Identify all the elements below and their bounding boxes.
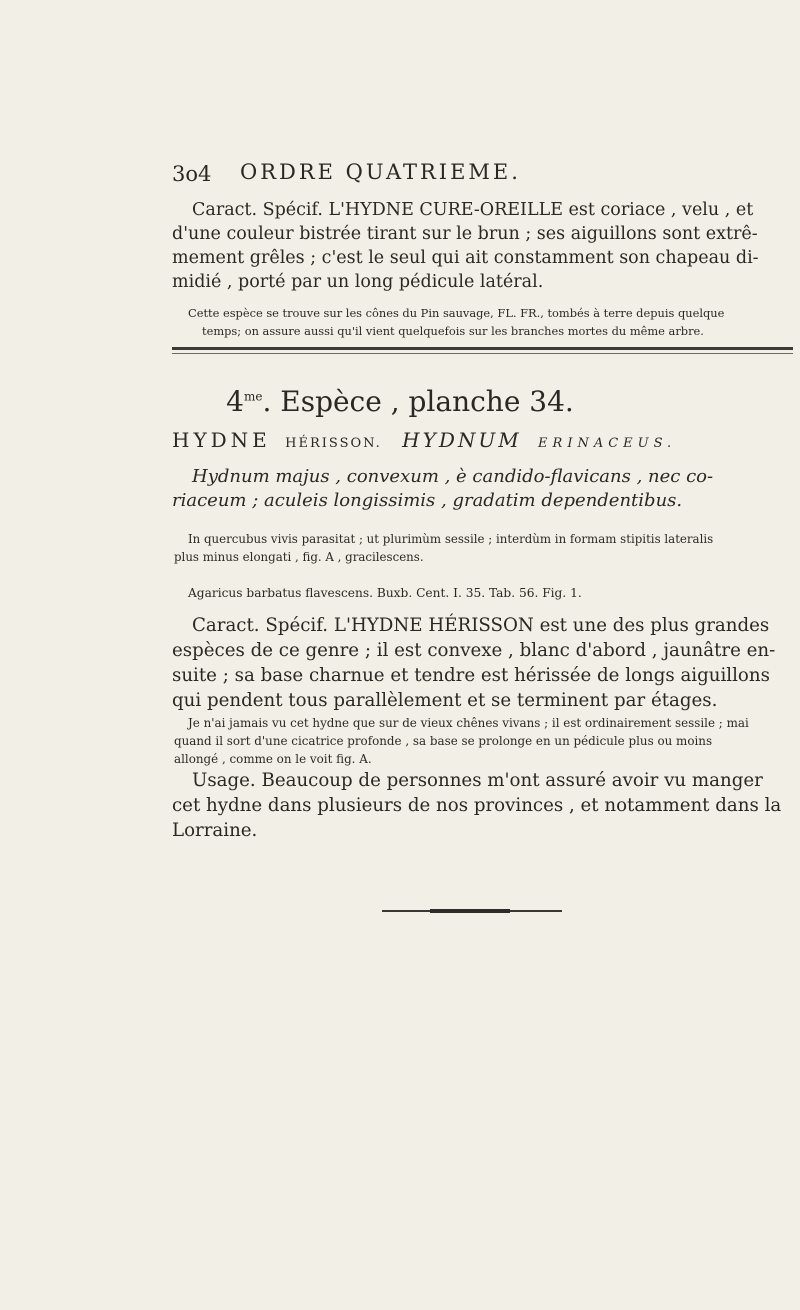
habitat-line: plus minus elongati , fig. A , gracilescens. [174,550,424,564]
note-line: temps; on assure aussi qu'il vient quelquefois sur les branches mortes du même arbre. [202,324,704,338]
separator-rule-thin [172,353,793,354]
page-number: 3o4 [172,162,212,186]
note-line: quand il sort d'une cicatrice profonde , sa base se prolonge en un pédicule plus ou moins [174,734,713,748]
text-line: Usage. Beaucoup de personnes m'ont assuré avoir vu manger [192,770,763,791]
species-number-suffix: me [243,389,263,404]
species-names [172,428,800,452]
epithet-latin: ERINACEUS. [538,436,677,451]
text-line: cet hydne dans plusieurs de nos provinces , et notamment dans la [172,795,782,816]
text-line: suite ; sa base charnue et tendre est hérissée de longs aiguillons [172,665,770,686]
note-line: Cette espèce se trouve sur les cônes du Pin sauvage, FL. FR., tombés à terre depuis quelque [188,306,725,320]
latin-diagnosis [172,465,713,513]
species-heading-text: . Espèce , planche 34. [262,385,574,418]
note-2 [174,714,749,768]
usage-paragraph-cont [172,793,781,843]
text-line: midié , porté par un long pédicule latéral. [172,272,544,292]
species-heading [0,385,800,418]
text-line: d'une couleur bistrée tirant sur le brun ; ses aiguillons sont extrê- [172,224,758,244]
text-line: Lorraine. [172,820,258,841]
name-fr: HYDNE [172,428,271,452]
caract-paragraph-2-cont [172,638,775,713]
genus-latin: HYDNUM [402,428,522,452]
note-line: Je n'ai jamais vu cet hydne que sur de vieux chênes vivans ; il est ordinairement sessile ; mai [188,716,749,730]
synonym [188,584,582,602]
text-line: qui pendent tous parallèlement et se terminent par étages. [172,690,718,711]
name-fr-epithet: HÉRISSON. [285,436,382,451]
latin-line: Hydnum majus , convexum , è candido-flavicans , nec co- [192,466,714,487]
note-1 [188,304,724,340]
page-header [172,160,792,194]
species-number: 4 [226,385,244,418]
running-head: ORDRE QUATRIEME. [240,160,521,184]
caract-paragraph-2 [192,613,769,638]
latin-line: riaceum ; aculeis longissimis , gradatim dependentibus. [172,490,683,511]
caract-paragraph-1-cont [172,222,759,294]
note-line: allongé , comme on le voit fig. A. [174,752,372,766]
text-line: Caract. Spécif. L'HYDNE HÉRISSON est une des plus grandes [192,615,770,636]
end-rule-center [430,909,510,913]
separator-rule [172,347,793,350]
text-line: Caract. Spécif. L'HYDNE CURE-OREILLE est coriace , velu , et [192,200,754,220]
habitat-line: In quercubus vivis parasitat ; ut plurimùm sessile ; interdùm in formam stipitis lateralis [188,532,714,546]
synonym-line: Agaricus barbatus flavescens. Buxb. Cent. I. 35. Tab. 56. Fig. 1. [188,586,582,600]
text-line: espèces de ce genre ; il est convexe , blanc d'abord , jaunâtre en- [172,640,776,661]
usage-paragraph [192,768,763,793]
caract-paragraph-1 [192,198,753,222]
habitat-note [174,530,714,566]
text-line: mement grêles ; c'est le seul qui ait constamment son chapeau di- [172,248,759,268]
